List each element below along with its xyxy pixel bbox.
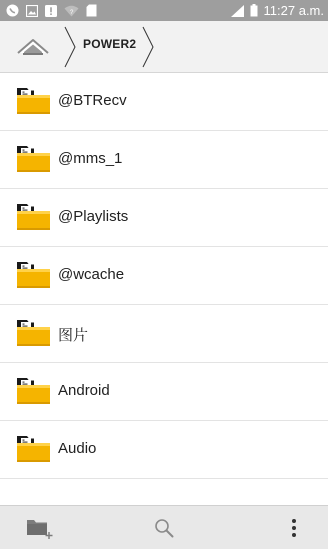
folder-icon — [16, 144, 52, 174]
list-item-label: @mms_1 — [58, 150, 123, 167]
new-folder-icon — [25, 516, 55, 540]
list-item-label: @Playlists — [58, 208, 129, 225]
list-item-label: Audio — [58, 440, 97, 457]
signal-icon — [231, 5, 244, 17]
list-item[interactable] — [0, 363, 328, 421]
file-list — [0, 73, 328, 479]
folder-icon — [16, 318, 52, 348]
breadcrumb-item-power2[interactable]: POWER2 — [83, 37, 137, 51]
folder-icon — [16, 434, 52, 464]
battery-icon — [250, 4, 258, 17]
breadcrumb-separator-icon — [64, 25, 76, 69]
sd-card-icon — [86, 4, 97, 17]
list-item[interactable] — [0, 189, 328, 247]
search-icon — [153, 517, 175, 539]
list-item[interactable] — [0, 247, 328, 305]
status-time: 11:27 a.m. — [263, 3, 324, 18]
folder-icon — [16, 376, 52, 406]
list-item-label: @BTRecv — [58, 92, 127, 109]
list-item[interactable] — [0, 421, 328, 479]
status-left-icons — [0, 4, 97, 17]
alert-icon — [45, 5, 57, 17]
list-item-label: 图片 — [58, 327, 89, 344]
home-button[interactable] — [10, 28, 70, 66]
list-item-label: @wcache — [58, 266, 125, 283]
home-icon — [10, 28, 70, 66]
folder-icon — [16, 202, 52, 232]
svg-text:?: ? — [70, 9, 74, 16]
list-item[interactable] — [0, 305, 328, 363]
status-bar — [0, 0, 328, 21]
new-folder-button[interactable] — [10, 506, 70, 549]
folder-icon — [16, 260, 52, 290]
list-item[interactable] — [0, 73, 328, 131]
list-item[interactable] — [0, 131, 328, 189]
breadcrumb-separator-icon — [142, 25, 154, 69]
wifi-icon — [64, 5, 79, 17]
bottom-toolbar — [0, 505, 328, 549]
status-right-icons — [231, 3, 328, 18]
whatsapp-icon — [6, 4, 19, 17]
breadcrumb — [0, 21, 328, 73]
more-vert-icon — [291, 518, 297, 538]
folder-icon — [16, 86, 52, 116]
more-options-button[interactable] — [264, 506, 324, 549]
gallery-icon — [26, 5, 38, 17]
search-button[interactable] — [134, 506, 194, 549]
list-item-label: Android — [58, 382, 110, 399]
